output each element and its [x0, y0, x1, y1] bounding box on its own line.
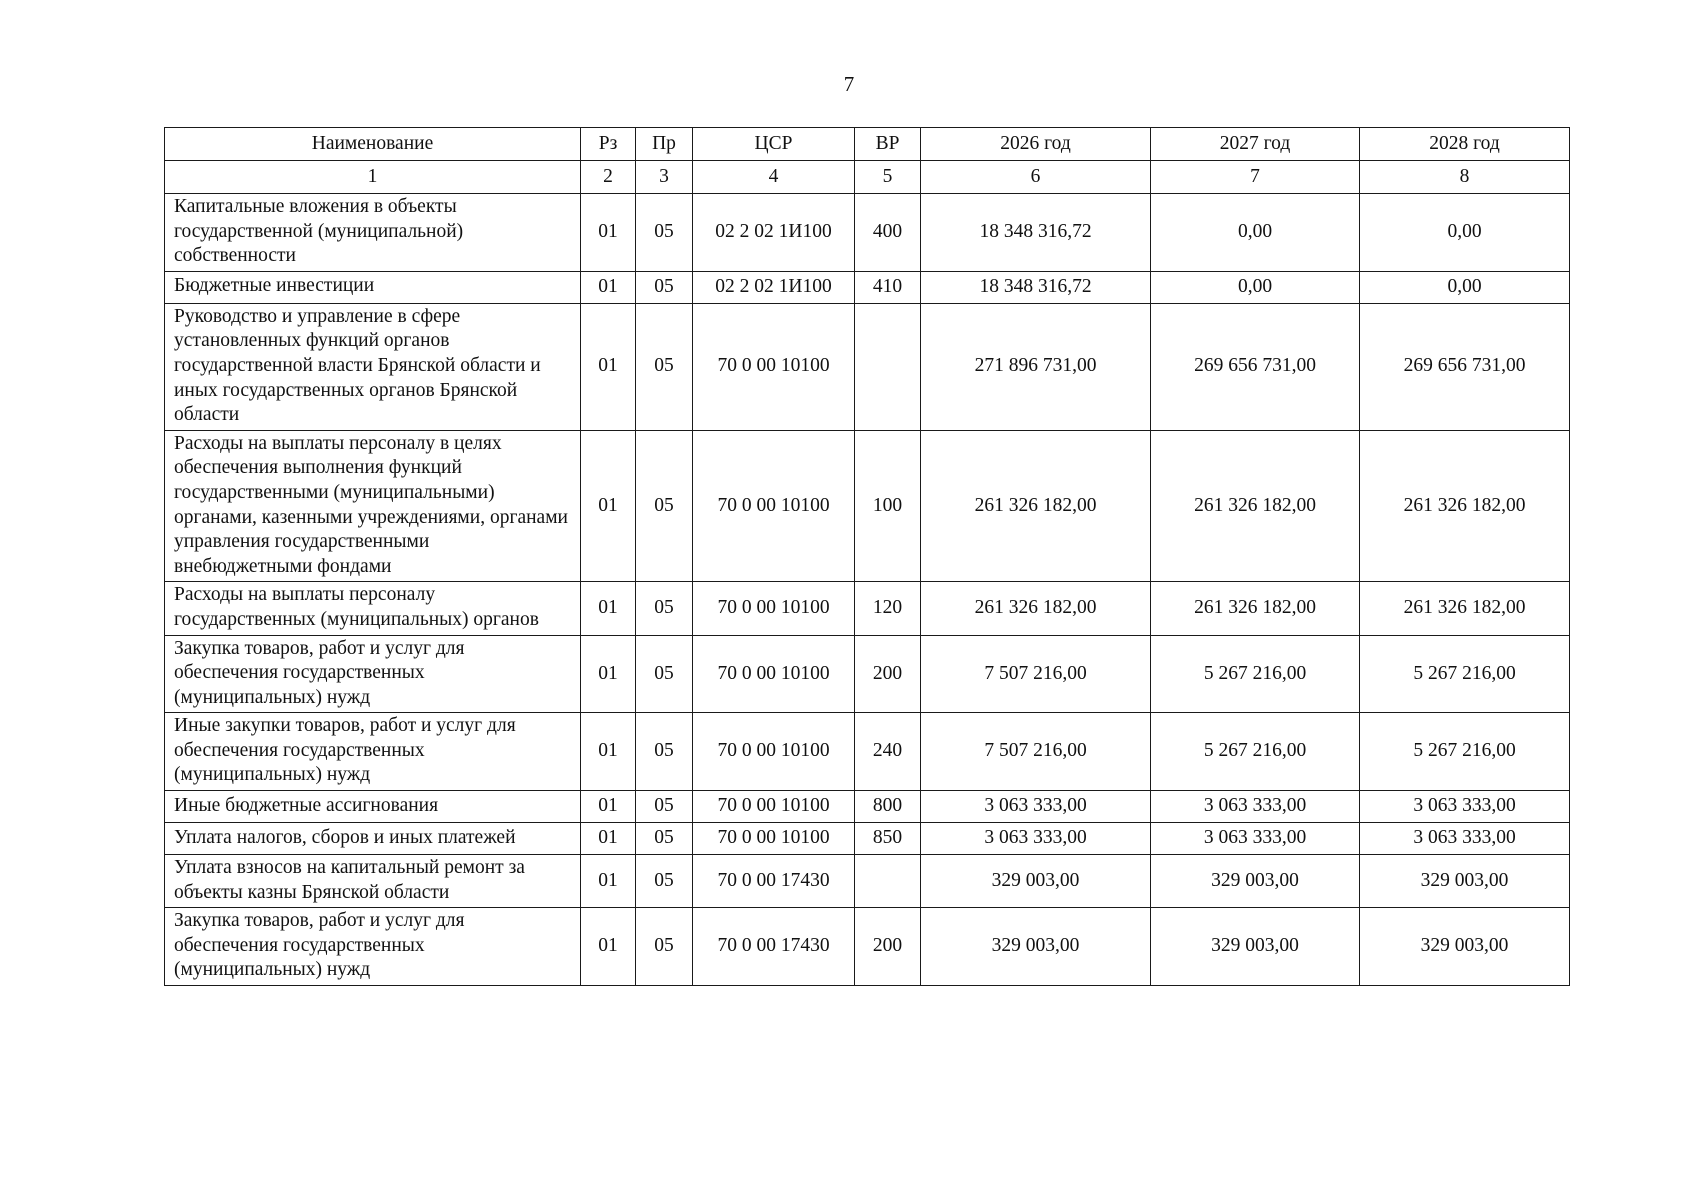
table-row: [165, 582, 1570, 635]
column-number: 4: [693, 161, 855, 194]
table-row: [165, 303, 1570, 430]
cell-pr: 05: [636, 430, 693, 582]
cell-pr: 05: [636, 855, 693, 908]
cell-amount-2028: 269 656 731,00: [1360, 303, 1570, 430]
cell-amount-2026: 18 348 316,72: [921, 271, 1151, 303]
cell-rz: 01: [581, 823, 636, 855]
cell-amount-2028: 329 003,00: [1360, 908, 1570, 986]
cell-pr: 05: [636, 791, 693, 823]
table-row: [165, 635, 1570, 713]
table-body: [165, 194, 1570, 986]
column-number: 5: [855, 161, 921, 194]
cell-rz: 01: [581, 194, 636, 272]
cell-name: Бюджетные инвестиции: [165, 271, 581, 303]
column-number: 8: [1360, 161, 1570, 194]
column-header: Пр: [636, 128, 693, 161]
cell-amount-2027: 269 656 731,00: [1151, 303, 1360, 430]
column-number: 7: [1151, 161, 1360, 194]
cell-pr: 05: [636, 908, 693, 986]
cell-csr: 70 0 00 10100: [693, 823, 855, 855]
cell-pr: 05: [636, 635, 693, 713]
cell-name: Иные закупки товаров, работ и услуг для обеспечения государственных (муниципальных) нужд: [165, 713, 581, 791]
table-row: [165, 430, 1570, 582]
cell-amount-2026: 329 003,00: [921, 855, 1151, 908]
cell-vr: 850: [855, 823, 921, 855]
cell-name: Иные бюджетные ассигнования: [165, 791, 581, 823]
cell-pr: 05: [636, 713, 693, 791]
cell-name: Уплата налогов, сборов и иных платежей: [165, 823, 581, 855]
cell-csr: 02 2 02 1И100: [693, 271, 855, 303]
cell-amount-2027: 329 003,00: [1151, 908, 1360, 986]
cell-name: Расходы на выплаты персоналу государственных (муниципальных) органов: [165, 582, 581, 635]
cell-amount-2027: 3 063 333,00: [1151, 791, 1360, 823]
cell-amount-2028: 5 267 216,00: [1360, 635, 1570, 713]
cell-rz: 01: [581, 908, 636, 986]
cell-amount-2026: 271 896 731,00: [921, 303, 1151, 430]
table-row: [165, 713, 1570, 791]
cell-vr: 240: [855, 713, 921, 791]
cell-csr: 70 0 00 10100: [693, 430, 855, 582]
table-row: [165, 855, 1570, 908]
cell-name: Закупка товаров, работ и услуг для обеспечения государственных (муниципальных) нужд: [165, 635, 581, 713]
cell-rz: 01: [581, 713, 636, 791]
column-number: 1: [165, 161, 581, 194]
cell-vr: 200: [855, 635, 921, 713]
cell-pr: 05: [636, 194, 693, 272]
cell-rz: 01: [581, 582, 636, 635]
cell-amount-2028: 0,00: [1360, 194, 1570, 272]
cell-amount-2028: 3 063 333,00: [1360, 823, 1570, 855]
cell-amount-2027: 329 003,00: [1151, 855, 1360, 908]
cell-amount-2027: 261 326 182,00: [1151, 582, 1360, 635]
header-row: [165, 128, 1570, 161]
cell-rz: 01: [581, 635, 636, 713]
table-row: [165, 791, 1570, 823]
column-header: 2026 год: [921, 128, 1151, 161]
table-row: [165, 823, 1570, 855]
cell-amount-2026: 18 348 316,72: [921, 194, 1151, 272]
cell-amount-2026: 3 063 333,00: [921, 791, 1151, 823]
column-header: 2028 год: [1360, 128, 1570, 161]
column-header: 2027 год: [1151, 128, 1360, 161]
cell-amount-2026: 261 326 182,00: [921, 430, 1151, 582]
cell-amount-2028: 5 267 216,00: [1360, 713, 1570, 791]
cell-pr: 05: [636, 582, 693, 635]
column-number: 2: [581, 161, 636, 194]
cell-pr: 05: [636, 271, 693, 303]
budget-table: [164, 127, 1570, 986]
cell-vr: 800: [855, 791, 921, 823]
cell-amount-2026: 261 326 182,00: [921, 582, 1151, 635]
cell-amount-2028: 261 326 182,00: [1360, 582, 1570, 635]
cell-name: Закупка товаров, работ и услуг для обеспечения государственных (муниципальных) нужд: [165, 908, 581, 986]
cell-amount-2026: 329 003,00: [921, 908, 1151, 986]
cell-name: Капитальные вложения в объекты государственной (муниципальной) собственности: [165, 194, 581, 272]
cell-pr: 05: [636, 823, 693, 855]
cell-vr: 200: [855, 908, 921, 986]
cell-csr: 70 0 00 17430: [693, 908, 855, 986]
cell-amount-2027: 3 063 333,00: [1151, 823, 1360, 855]
cell-csr: 70 0 00 10100: [693, 713, 855, 791]
cell-rz: 01: [581, 271, 636, 303]
column-number-row: [165, 161, 1570, 194]
cell-amount-2027: 261 326 182,00: [1151, 430, 1360, 582]
cell-amount-2028: 261 326 182,00: [1360, 430, 1570, 582]
column-number: 3: [636, 161, 693, 194]
cell-rz: 01: [581, 430, 636, 582]
cell-vr: [855, 303, 921, 430]
cell-name: Уплата взносов на капитальный ремонт за объекты казны Брянской области: [165, 855, 581, 908]
page-number: 7: [843, 72, 855, 96]
cell-rz: 01: [581, 791, 636, 823]
cell-amount-2027: 0,00: [1151, 194, 1360, 272]
column-header: ВР: [855, 128, 921, 161]
cell-amount-2026: 7 507 216,00: [921, 713, 1151, 791]
cell-vr: 400: [855, 194, 921, 272]
cell-csr: 02 2 02 1И100: [693, 194, 855, 272]
table-row: [165, 908, 1570, 986]
cell-csr: 70 0 00 10100: [693, 791, 855, 823]
table-row: [165, 194, 1570, 272]
cell-vr: 120: [855, 582, 921, 635]
cell-pr: 05: [636, 303, 693, 430]
cell-name: Руководство и управление в сфере установленных функций органов государственной власти Брянской области и иных государственных органов Брянской области: [165, 303, 581, 430]
cell-csr: 70 0 00 10100: [693, 582, 855, 635]
cell-amount-2028: 329 003,00: [1360, 855, 1570, 908]
cell-amount-2027: 0,00: [1151, 271, 1360, 303]
cell-csr: 70 0 00 17430: [693, 855, 855, 908]
cell-amount-2027: 5 267 216,00: [1151, 713, 1360, 791]
cell-amount-2028: 0,00: [1360, 271, 1570, 303]
cell-amount-2028: 3 063 333,00: [1360, 791, 1570, 823]
column-number: 6: [921, 161, 1151, 194]
cell-rz: 01: [581, 855, 636, 908]
table-row: [165, 271, 1570, 303]
cell-vr: [855, 855, 921, 908]
cell-csr: 70 0 00 10100: [693, 635, 855, 713]
column-header: ЦСР: [693, 128, 855, 161]
cell-amount-2027: 5 267 216,00: [1151, 635, 1360, 713]
cell-name: Расходы на выплаты персоналу в целях обеспечения выполнения функций государственными (муниципальными) органами, казенными учреждениями, органами управления государственными внебюджетными фондами: [165, 430, 581, 582]
cell-csr: 70 0 00 10100: [693, 303, 855, 430]
cell-amount-2026: 7 507 216,00: [921, 635, 1151, 713]
column-header: Рз: [581, 128, 636, 161]
cell-amount-2026: 3 063 333,00: [921, 823, 1151, 855]
cell-vr: 410: [855, 271, 921, 303]
cell-rz: 01: [581, 303, 636, 430]
cell-vr: 100: [855, 430, 921, 582]
column-header: Наименование: [165, 128, 581, 161]
